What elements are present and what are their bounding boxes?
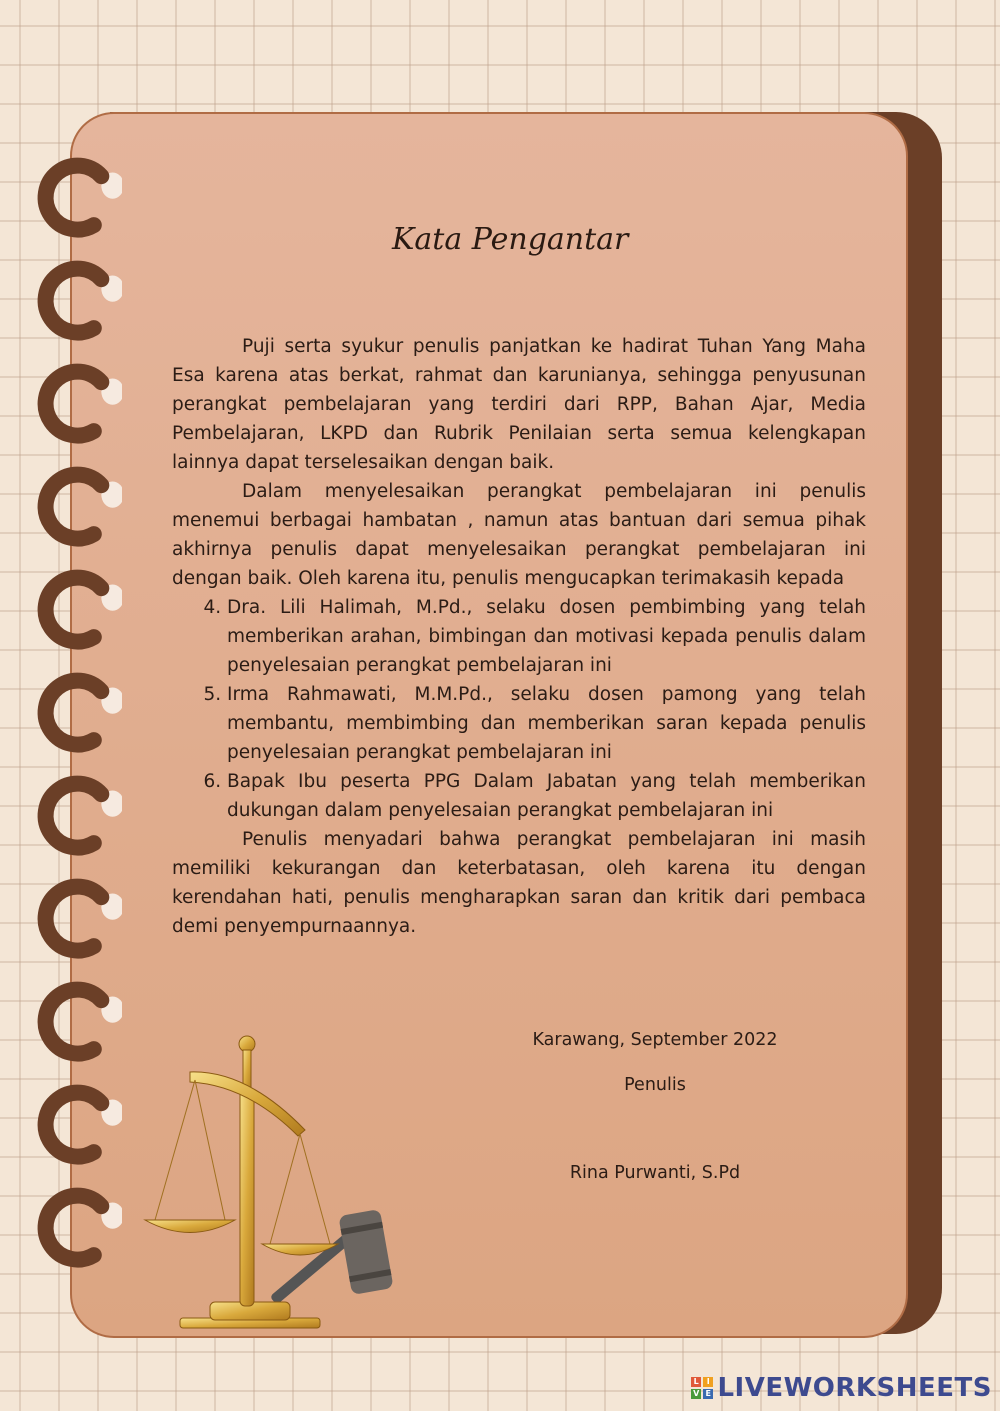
list-item: 4. Dra. Lili Halimah, M.Pd., selaku dosen pembimbing yang telah memberikan arahan, bimbingan dan motivasi kepada penulis dalam penyelesaian perangkat pembelajaran ini [227, 593, 866, 680]
signature-role: Penulis [624, 1075, 686, 1095]
spiral-ring-icon [28, 148, 122, 242]
spiral-ring-icon [28, 766, 122, 860]
paragraph-1: Puji serta syukur penulis panjatkan ke hadirat Tuhan Yang Maha Esa karena atas berkat, rahmat dan karunianya, sehingga penyusunan perangkat pembelajaran yang terdiri dari RPP, Bahan Ajar, Media Pembelajaran, LKPD dan Rubrik Penilaian serta semua kelengkapan lainnya dapat terselesaikan dengan baik. [172, 336, 866, 473]
spiral-ring-icon [28, 972, 122, 1066]
place-date: Karawang, September 2022 [532, 1030, 778, 1050]
justice-scale-illustration [140, 1030, 410, 1330]
paragraph-3: Penulis menyadari bahwa perangkat pembelajaran ini masih memiliki kekurangan dan keterbatasan, oleh karena itu dengan kerendahan hati, penulis mengharapkan saran dan kritik dari pembaca demi penyempurnaannya. [172, 829, 866, 937]
spiral-ring-icon [28, 663, 122, 757]
gavel-icon [270, 1209, 394, 1305]
acknowledgement-list [172, 593, 866, 825]
liveworksheets-logo [691, 1373, 992, 1403]
spiral-ring-icon [28, 457, 122, 551]
list-item: 5. Irma Rahmawati, M.M.Pd., selaku dosen pamong yang telah membantu, membimbing dan memberikan saran kepada penulis penyelesaian perangkat pembelajaran ini [227, 680, 866, 767]
body-text [172, 332, 866, 941]
paragraph-2: Dalam menyelesaikan perangkat pembelajaran ini penulis menemui berbagai hambatan , namun atas bantuan dari semua pihak akhirnya penulis dapat menyelesaikan perangkat pembelajaran ini dengan baik. Oleh karena itu, penulis mengucapkan terimakasih kepada [172, 481, 866, 589]
spiral-ring-icon [28, 251, 122, 345]
liveworksheets-icon: L I V E [691, 1377, 713, 1399]
scale-icon [145, 1036, 338, 1328]
author-name: Rina Purwanti, S.Pd [569, 1163, 741, 1183]
liveworksheets-wordmark: LIVEWORKSHEETS [717, 1373, 992, 1403]
spiral-ring-icon [28, 869, 122, 963]
list-item: 6. Bapak Ibu peserta PPG Dalam Jabatan yang telah memberikan dukungan dalam penyelesaian perangkat pembelajaran ini [227, 767, 866, 825]
spiral-ring-icon [28, 1075, 122, 1169]
spiral-ring-icon [28, 354, 122, 448]
spiral-ring-icon [28, 560, 122, 654]
spiral-ring-icon [28, 1178, 122, 1272]
page-title: Kata Pengantar [392, 222, 629, 257]
